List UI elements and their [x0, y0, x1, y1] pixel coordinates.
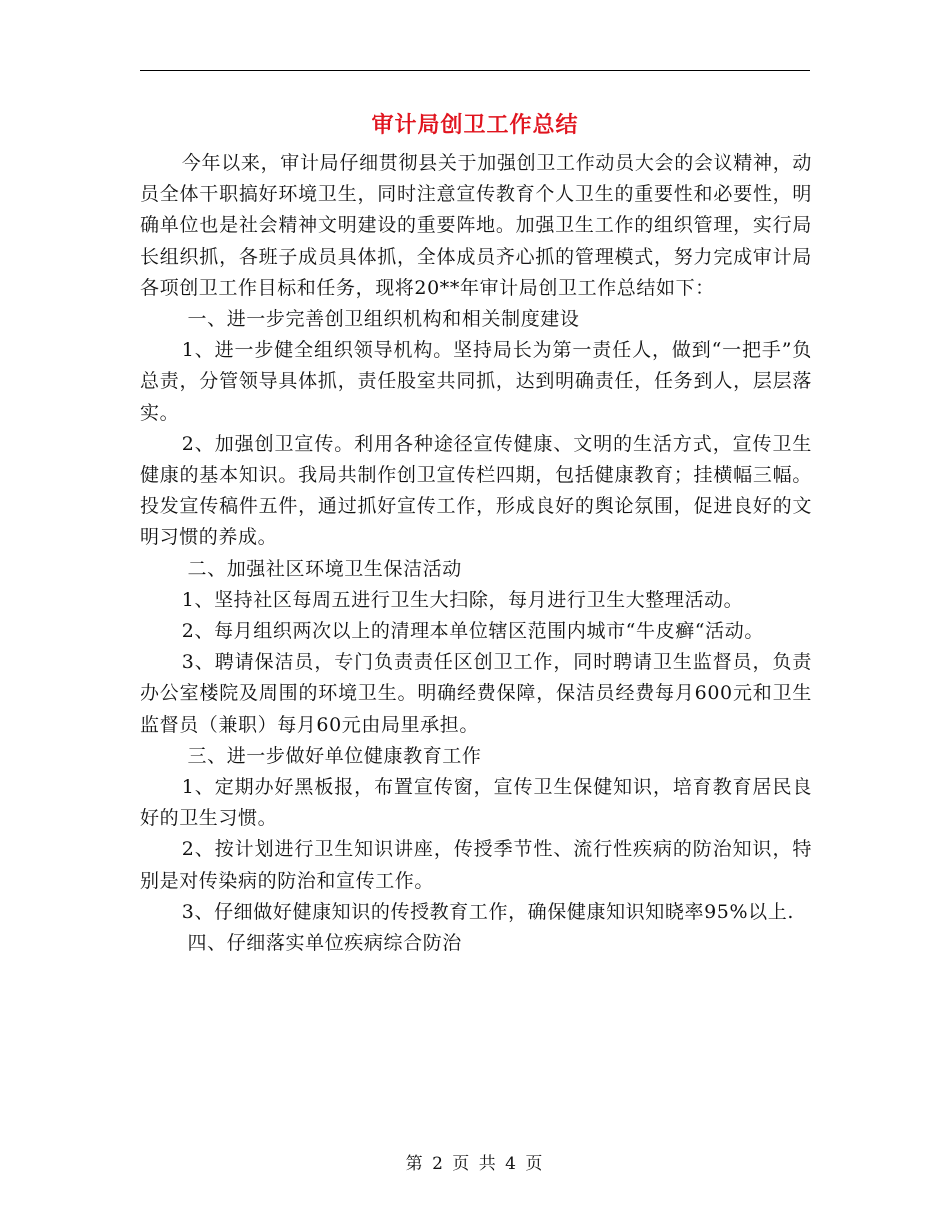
section-heading-2: 二、加强社区环境卫生保洁活动	[187, 557, 462, 580]
document-title: 审计局创卫工作总结	[371, 113, 579, 138]
section-3-item-3: 3、仔细做好健康知识的传授教育工作，确保健康知识知晓率95%以上.	[181, 900, 794, 923]
section-2-item-1: 1、坚持社区每周五进行卫生大扫除，每月进行卫生大整理活动。	[181, 588, 744, 611]
section-3-item-2: 2、按计划进行卫生知识讲座，传授季节性、流行性疾病的防治知识，特别是对传染病的防治和宣传工作。	[140, 838, 812, 892]
section-2-item-2: 2、每月组织两次以上的清理本单位辖区范围内城市“牛皮癣“活动。	[181, 620, 764, 643]
section-2-item-3: 3、聘请保洁员，专门负责责任区创卫工作，同时聘请卫生监督员，负责办公室楼院及周围的环境卫生。明确经费保障，保洁员经费每月600元和卫生监督员（兼职）每月60元由局里承担。	[140, 651, 812, 736]
section-heading-4: 四、仔细落实单位疾病综合防治	[187, 932, 462, 955]
section-1-item-1: 1、进一步健全组织领导机构。坚持局长为第一责任人，做到“一把手”负总责，分管领导具体抓，责任股室共同抓，达到明确责任，任务到人，层层落实。	[140, 339, 812, 424]
intro-paragraph: 今年以来，审计局仔细贯彻县关于加强创卫工作动员大会的会议精神，动员全体干职搞好环境卫生，同时注意宣传教育个人卫生的重要性和必要性，明确单位也是社会精神文明建设的重要阵地。加强卫生工作的组织管理，实行局长组织抓，各班子成员具体抓，全体成员齐心抓的管理模式，努力完成审计局各项创卫工作目标和任务，现将20**年审计局创卫工作总结如下：	[140, 152, 812, 299]
page-number: 第 2 页 共 4 页	[405, 1154, 545, 1174]
header-rule	[140, 70, 810, 71]
document-body	[140, 148, 812, 959]
section-heading-1: 一、进一步完善创卫组织机构和相关制度建设	[187, 308, 580, 331]
section-3-item-1: 1、定期办好黑板报，布置宣传窗，宣传卫生保健知识，培育教育居民良好的卫生习惯。	[140, 776, 812, 830]
section-1-item-2: 2、加强创卫宣传。利用各种途径宣传健康、文明的生活方式，宣传卫生健康的基本知识。我局共制作创卫宣传栏四期，包括健康教育；挂横幅三幅。投发宣传稿件五件，通过抓好宣传工作，形成良好的舆论氛围，促进良好的文明习惯的养成。	[140, 432, 812, 549]
section-heading-3: 三、进一步做好单位健康教育工作	[187, 744, 482, 767]
